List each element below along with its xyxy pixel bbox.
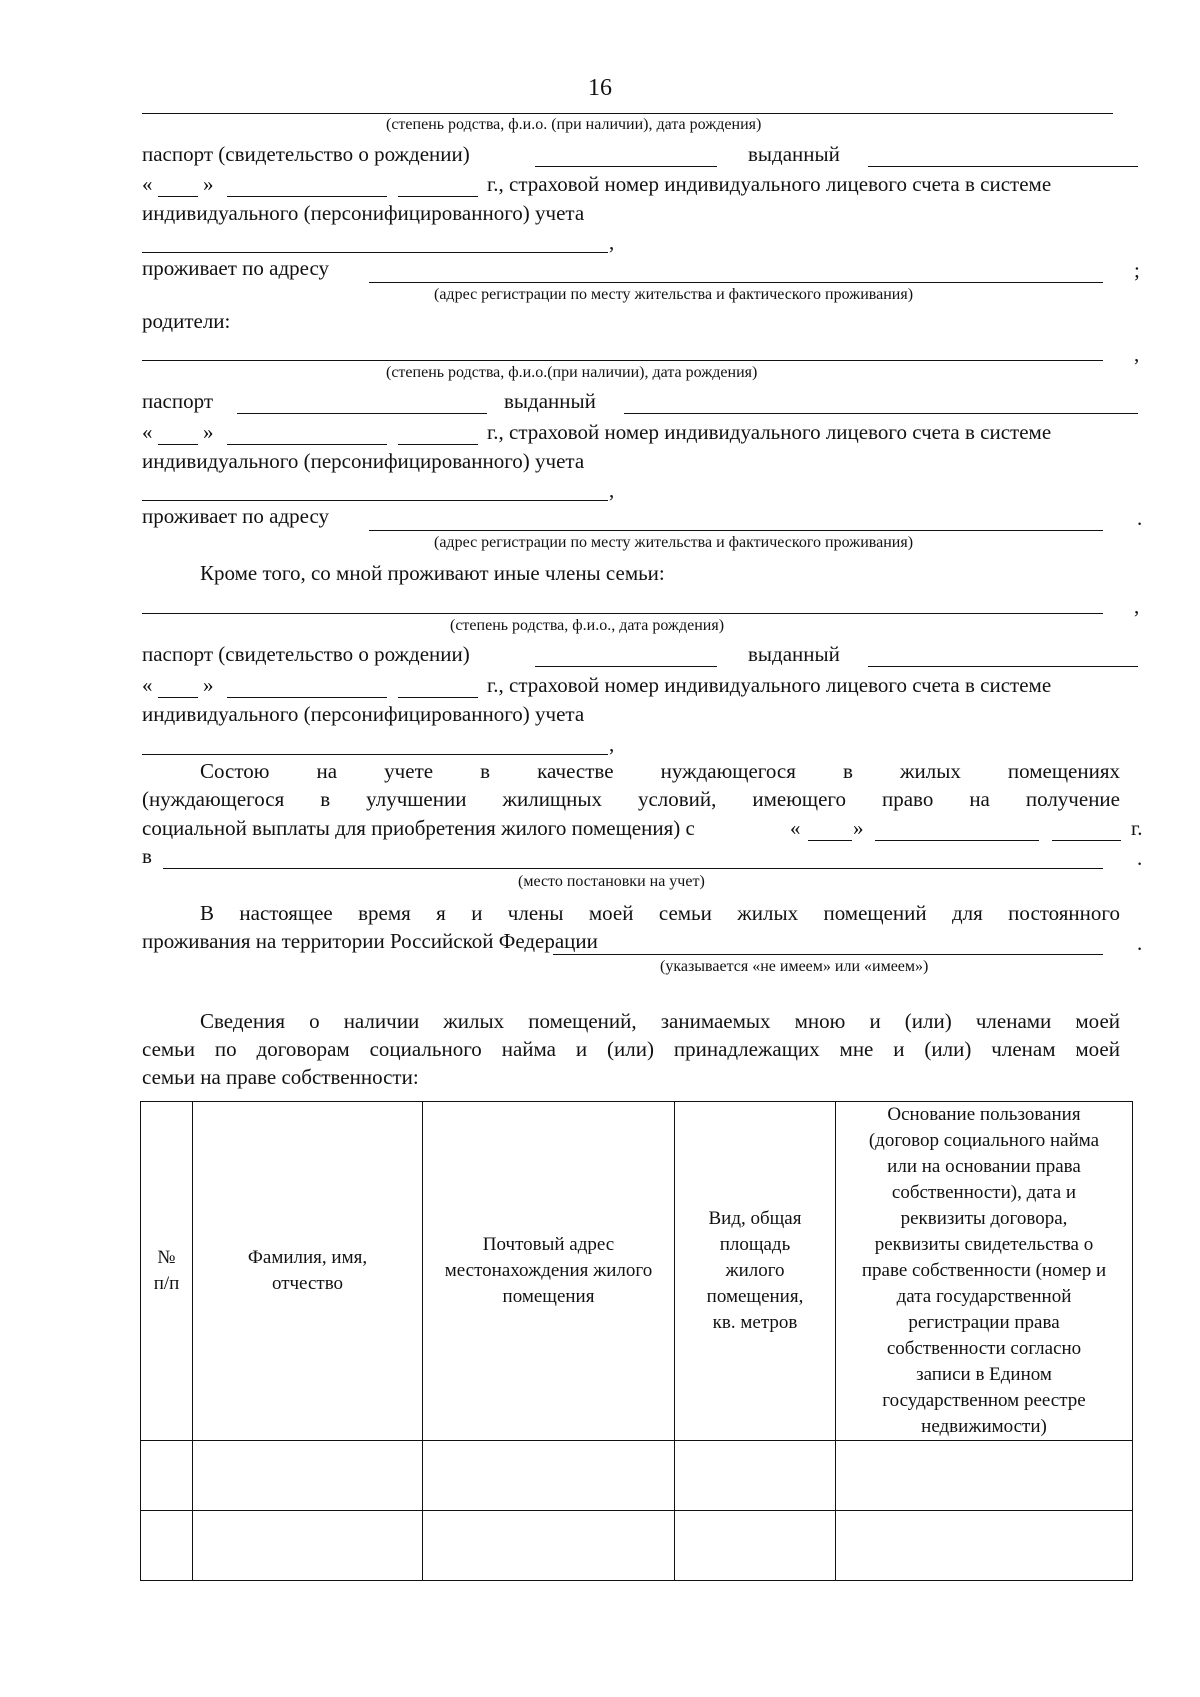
table-cell[interactable]: [193, 1511, 423, 1581]
quote-close: »: [203, 673, 214, 697]
have-or-not-hint: (указывается «не имеем» или «имеем»): [660, 958, 929, 975]
info-line-3: семьи на праве собственности:: [142, 1065, 419, 1089]
passport-label: паспорт: [142, 389, 214, 413]
reg-day-field[interactable]: [808, 840, 852, 841]
member-issued-by-field[interactable]: [868, 666, 1138, 667]
passport-number-field[interactable]: [535, 166, 717, 167]
col-basis-header: Основание пользования (договор социального найма или на основании права собственности), дата и реквизиты договора, реквизиты свидетельства о праве собственности (номер и дата государственной регистрации права собственности согласно записи в Едином государственном реестре недвижимости): [836, 1102, 1133, 1441]
table-cell[interactable]: [836, 1511, 1133, 1581]
table-row: [141, 1511, 1133, 1581]
registration-place-hint: (место постановки на учет): [518, 873, 705, 890]
snils-label: г., страховой номер индивидуального лицевого счета в системе: [487, 172, 1052, 196]
table-row: [141, 1441, 1133, 1511]
member-info-line[interactable]: [142, 613, 1103, 614]
member-info-hint: (степень родства, ф.и.о., дата рождения): [450, 617, 725, 634]
member-issue-year-field[interactable]: [398, 697, 478, 698]
registered-line-1: Состою на учете в качестве нуждающегося в жилых помещениях: [200, 759, 1120, 783]
issued-label: выданный: [748, 142, 840, 166]
snils-label: г., страховой номер индивидуального лицевого счета в системе: [487, 673, 1052, 697]
parent-snils-field[interactable]: [142, 500, 608, 501]
col-address-header: Почтовый адрес местонахождения жилого помещения: [423, 1102, 675, 1441]
quote-close: »: [203, 172, 214, 196]
parent-issue-month-field[interactable]: [227, 444, 387, 445]
quote-close: »: [853, 816, 864, 840]
period: .: [1137, 846, 1143, 870]
quote-open: «: [142, 172, 153, 196]
comma: ,: [1134, 594, 1140, 618]
have-or-not-field[interactable]: [553, 954, 1103, 955]
semicolon: ;: [1134, 258, 1140, 282]
address-hint: (адрес регистрации по месту жительства и фактического проживания): [434, 286, 914, 303]
individual-account-label: индивидуального (персонифицированного) учета: [142, 702, 585, 726]
issue-month-field[interactable]: [227, 196, 387, 197]
reg-year-field[interactable]: [1052, 840, 1121, 841]
parent-address-field[interactable]: [369, 530, 1103, 531]
table-cell[interactable]: [423, 1511, 675, 1581]
comma: ,: [609, 732, 615, 756]
lives-at-label: проживает по адресу: [142, 256, 330, 280]
current-line-2: проживания на территории Российской Федерации: [142, 929, 598, 953]
parent-info-line[interactable]: [142, 360, 1103, 361]
parent-issue-day-field[interactable]: [158, 444, 198, 445]
relative-info-line[interactable]: [142, 113, 1113, 114]
issue-year-field[interactable]: [398, 196, 478, 197]
member-passport-field[interactable]: [535, 666, 717, 667]
quote-open: «: [790, 816, 801, 840]
relative-info-hint: (степень родства, ф.и.о. (при наличии), дата рождения): [386, 116, 762, 133]
period: .: [1137, 506, 1143, 530]
snils-label: г., страховой номер индивидуального лицевого счета в системе: [487, 420, 1052, 444]
housing-table: [140, 1101, 1133, 1581]
info-line-2: семьи по договорам социального найма и (или) принадлежащих мне и (или) членам моей: [142, 1037, 1120, 1061]
parents-label: родители:: [142, 309, 231, 333]
individual-account-label: индивидуального (персонифицированного) учета: [142, 201, 585, 225]
in-label: в: [142, 844, 152, 868]
quote-open: «: [142, 673, 153, 697]
snils-field[interactable]: [142, 252, 608, 253]
info-line-1: Сведения о наличии жилых помещений, занимаемых мною и (или) членами моей: [200, 1009, 1120, 1033]
quote-open: «: [142, 420, 153, 444]
comma: ,: [609, 230, 615, 254]
col-name-header: Фамилия, имя, отчество: [193, 1102, 423, 1441]
parent-issued-by-field[interactable]: [624, 413, 1138, 414]
registered-line-2: (нуждающегося в улучшении жилищных условий, имеющего право на получение: [142, 787, 1120, 811]
table-cell[interactable]: [141, 1511, 193, 1581]
comma: ,: [1134, 342, 1140, 366]
table-cell[interactable]: [675, 1441, 836, 1511]
registration-place-field[interactable]: [163, 868, 1103, 869]
period: .: [1137, 931, 1143, 955]
table-cell[interactable]: [675, 1511, 836, 1581]
quote-close: »: [203, 420, 214, 444]
year-abbr: г.: [1131, 816, 1143, 840]
page-number: 16: [588, 75, 612, 101]
other-members-label: Кроме того, со мной проживают иные члены семьи:: [200, 561, 665, 585]
parent-passport-field[interactable]: [237, 413, 487, 414]
comma: ,: [609, 478, 615, 502]
table-cell[interactable]: [423, 1441, 675, 1511]
col-number-header: № п/п: [141, 1102, 193, 1441]
passport-label: паспорт (свидетельство о рождении): [142, 642, 470, 666]
address-hint: (адрес регистрации по месту жительства и фактического проживания): [434, 534, 914, 551]
issued-by-field[interactable]: [868, 166, 1138, 167]
issued-label: выданный: [748, 642, 840, 666]
parent-issue-year-field[interactable]: [398, 444, 478, 445]
address-field[interactable]: [369, 282, 1103, 283]
table-cell[interactable]: [141, 1441, 193, 1511]
individual-account-label: индивидуального (персонифицированного) учета: [142, 449, 585, 473]
member-issue-day-field[interactable]: [158, 697, 198, 698]
registered-line-3: социальной выплаты для приобретения жилого помещения) с: [142, 816, 695, 840]
col-area-header: Вид, общая площадь жилого помещения, кв. метров: [675, 1102, 836, 1441]
member-snils-field[interactable]: [142, 754, 608, 755]
issue-day-field[interactable]: [158, 196, 198, 197]
parent-info-hint: (степень родства, ф.и.о.(при наличии), дата рождения): [386, 364, 758, 381]
member-issue-month-field[interactable]: [227, 697, 387, 698]
reg-month-field[interactable]: [875, 840, 1039, 841]
table-cell[interactable]: [193, 1441, 423, 1511]
table-cell[interactable]: [836, 1441, 1133, 1511]
issued-label: выданный: [504, 389, 596, 413]
current-line-1: В настоящее время я и члены моей семьи жилых помещений для постоянного: [200, 901, 1120, 925]
table-header-row: [141, 1102, 1133, 1441]
passport-label: паспорт (свидетельство о рождении): [142, 142, 470, 166]
lives-at-label: проживает по адресу: [142, 504, 330, 528]
